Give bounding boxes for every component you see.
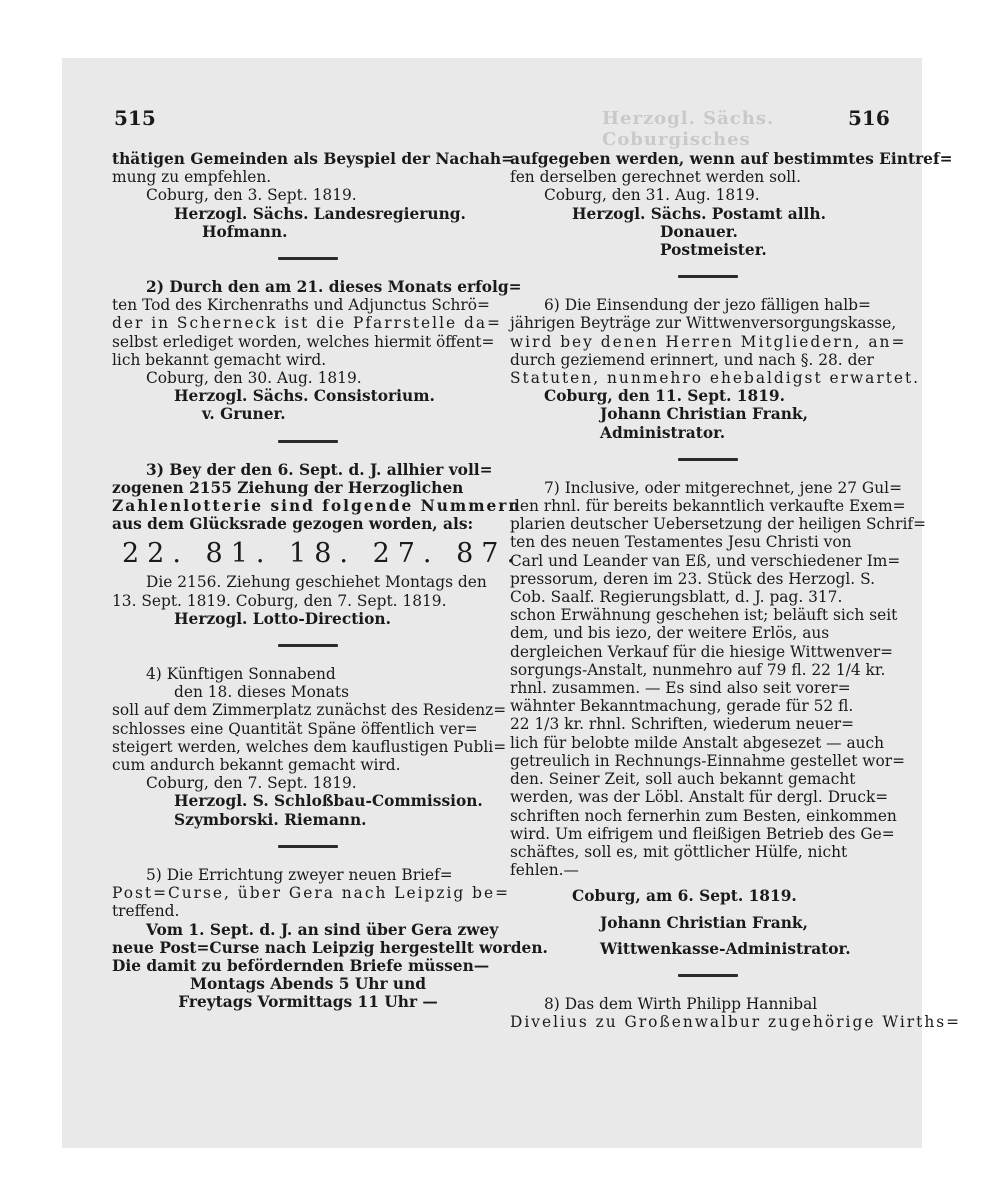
text-line: rhnl. zusammen. — Es sind also seit vorer=	[510, 679, 851, 698]
signature-name: Johann Christian Frank,	[600, 913, 808, 932]
text-line: cum andurch bekannt gemacht wird.	[112, 756, 401, 775]
newspaper-page	[62, 58, 962, 1148]
text-line: den. Seiner Zeit, soll auch bekannt gemacht	[510, 770, 856, 789]
text-line: wird bey denen Herren Mitgliedern, an=	[510, 332, 907, 351]
text-line: schäftes, soll es, mit göttlicher Hülfe, nicht	[510, 842, 848, 861]
text-line: Statuten, nunmehro ehebaldigst erwartet.	[510, 369, 921, 388]
signature-authority: Herzogl. S. Schloßbau-Commission.	[174, 792, 483, 811]
text-line: selbst erlediget worden, welches hiermit öffent=	[112, 332, 495, 351]
left-page-number: 515	[114, 106, 156, 130]
text-line: der in Scherneck ist die Pfarrstelle da=	[112, 314, 502, 333]
signature-authority: Herzogl. Sächs. Postamt allh.	[572, 204, 826, 223]
text-line: mung zu empfehlen.	[112, 168, 272, 187]
text-line: wähnter Bekanntmachung, gerade für 52 fl.	[510, 697, 854, 716]
text-line: plarien deutscher Uebersetzung der heiligen Schrif=	[510, 515, 926, 534]
text-line: durch geziemend erinnert, und nach §. 28. der	[510, 350, 874, 369]
signature-name: Hofmann.	[202, 222, 288, 241]
text-line: Cob. Saalf. Regierungsblatt, d. J. pag. 317.	[510, 588, 843, 607]
text-line: ten Tod des Kirchenraths und Adjunctus Schrö=	[112, 296, 490, 315]
text-line: Die 2156. Ziehung geschiehet Montags den	[146, 573, 487, 592]
text-line: zogenen 2155 Ziehung der Herzoglichen	[112, 478, 464, 497]
signature-authority: Herzogl. Sächs. Consistorium.	[174, 387, 435, 406]
right-page-number: 516	[848, 106, 890, 130]
date-line: Coburg, den 11. Sept. 1819.	[544, 387, 785, 406]
text-line: Divelius zu Großenwalbur zugehörige Wirths=	[510, 1013, 962, 1032]
right-column	[510, 150, 962, 1032]
signature-title: Wittwenkasse-Administrator.	[600, 939, 851, 958]
text-line: steigert werden, welches dem kauflustigen Publi=	[112, 737, 507, 756]
date-line: Coburg, den 7. Sept. 1819.	[146, 774, 357, 793]
date-line: Coburg, am 6. Sept. 1819.	[572, 887, 797, 906]
text-line: werden, was der Löbl. Anstalt für dergl. Druck=	[510, 788, 889, 807]
text-line: Montags Abends 5 Uhr und	[189, 975, 427, 994]
signature-title: Postmeister.	[660, 241, 767, 260]
date-line: Coburg, den 3. Sept. 1819.	[146, 186, 357, 205]
text-line: thätigen Gemeinden als Beyspiel der Nachah=	[112, 150, 515, 168]
text-line: aufgegeben werden, wenn auf bestimmtes Eintref=	[510, 150, 953, 168]
section-divider	[278, 644, 338, 647]
text-line: wird. Um eifrigem und fleißigen Betrieb des Ge=	[510, 824, 895, 843]
bleed-through-text: Herzogl. Sächs. Coburgisches	[602, 108, 775, 150]
text-line: 22 1/3 kr. rhnl. Schriften, wiederum neuer=	[510, 715, 855, 734]
text-line: fen derselben gerechnet werden soll.	[510, 168, 801, 187]
text-line: sorgungs-Anstalt, nunmehro auf 79 fl. 22 1/4 kr.	[510, 660, 886, 679]
text-line: soll auf dem Zimmerplatz zunächst des Residenz=	[112, 701, 507, 720]
notice-4-heading: 4) Künftigen Sonnabend	[146, 665, 336, 684]
text-line: jährigen Beyträge zur Wittwenversorgungskasse,	[510, 314, 897, 333]
text-line: ten des neuen Testamentes Jesu Christi von	[510, 533, 852, 552]
notice-7-heading: 7) Inclusive, oder mitgerechnet, jene 27 Gul=	[544, 478, 902, 497]
date-line: Coburg, den 31. Aug. 1819.	[544, 186, 760, 205]
signature-authority: Herzogl. Lotto-Direction.	[174, 609, 391, 628]
text-line: getreulich in Rechnungs-Einnahme gestellet wor=	[510, 751, 905, 770]
section-divider	[678, 974, 738, 977]
text-line: schlosses eine Quantität Späne öffentlich ver=	[112, 719, 478, 738]
notice-2-heading: 2) Durch den am 21. dieses Monats erfolg=	[146, 278, 522, 297]
text-line: den 18. dieses Monats	[174, 683, 350, 702]
text-line: Vom 1. Sept. d. J. an sind über Gera zwey	[146, 920, 499, 939]
text-line: fehlen.—	[510, 861, 579, 880]
section-divider	[678, 458, 738, 461]
text-line: neue Post=Curse nach Leipzig hergestellt worden.	[112, 938, 548, 957]
signature-name: Donauer.	[660, 222, 738, 241]
text-line: Die damit zu befördernden Briefe müssen—	[112, 956, 490, 975]
text-line: dem, und bis iezo, der weitere Erlös, aus	[510, 624, 830, 643]
text-line: Post=Curse, über Gera nach Leipzig be=	[112, 884, 511, 903]
text-line: lich für belobte milde Anstalt abgesezet — auch	[510, 733, 885, 752]
text-line: Carl und Leander van Eß, und verschiedener Im=	[510, 551, 901, 570]
text-line: schriften noch fernerhin zum Besten, einkommen	[510, 806, 897, 825]
notice-3-heading: 3) Bey der den 6. Sept. d. J. allhier voll=	[146, 460, 493, 479]
notice-8-heading: 8) Das dem Wirth Philipp Hannibal	[544, 994, 818, 1013]
notice-5-heading: 5) Die Errichtung zweyer neuen Brief=	[146, 865, 453, 884]
text-line: dergleichen Verkauf für die hiesige Wittwenver=	[510, 642, 894, 661]
text-line: Zahlenlotterie sind folgende Nummern	[112, 497, 522, 516]
text-line: treffend.	[112, 902, 180, 921]
date-line: Coburg, den 30. Aug. 1819.	[146, 369, 362, 388]
left-column	[112, 150, 548, 1012]
signature-title: Administrator.	[600, 423, 726, 442]
text-line: Freytags Vormittags 11 Uhr —	[178, 993, 438, 1012]
text-line: schon Erwähnung geschehen ist; beläuft sich seit	[510, 606, 898, 625]
text-line: 13. Sept. 1819. Coburg, den 7. Sept. 1819.	[112, 591, 447, 610]
signature-name: Johann Christian Frank,	[600, 405, 808, 424]
signature-name: v. Gruner.	[202, 405, 286, 424]
section-divider	[278, 845, 338, 848]
section-divider	[278, 257, 338, 260]
lotto-numbers: 22. 81. 18. 27. 87.	[122, 538, 524, 570]
text-line: lich bekannt gemacht wird.	[112, 350, 327, 369]
text-line: den rhnl. für bereits bekanntlich verkaufte Exem=	[510, 497, 906, 516]
text-line: pressorum, deren im 23. Stück des Herzogl. S.	[510, 569, 875, 588]
notice-6-heading: 6) Die Einsendung der jezo fälligen halb=	[544, 296, 871, 315]
signature-authority: Herzogl. Sächs. Landesregierung.	[174, 204, 466, 223]
text-line: aus dem Glücksrade gezogen worden, als:	[112, 515, 474, 534]
section-divider	[278, 440, 338, 443]
signature-name: Szymborski. Riemann.	[174, 810, 367, 829]
section-divider	[678, 275, 738, 278]
